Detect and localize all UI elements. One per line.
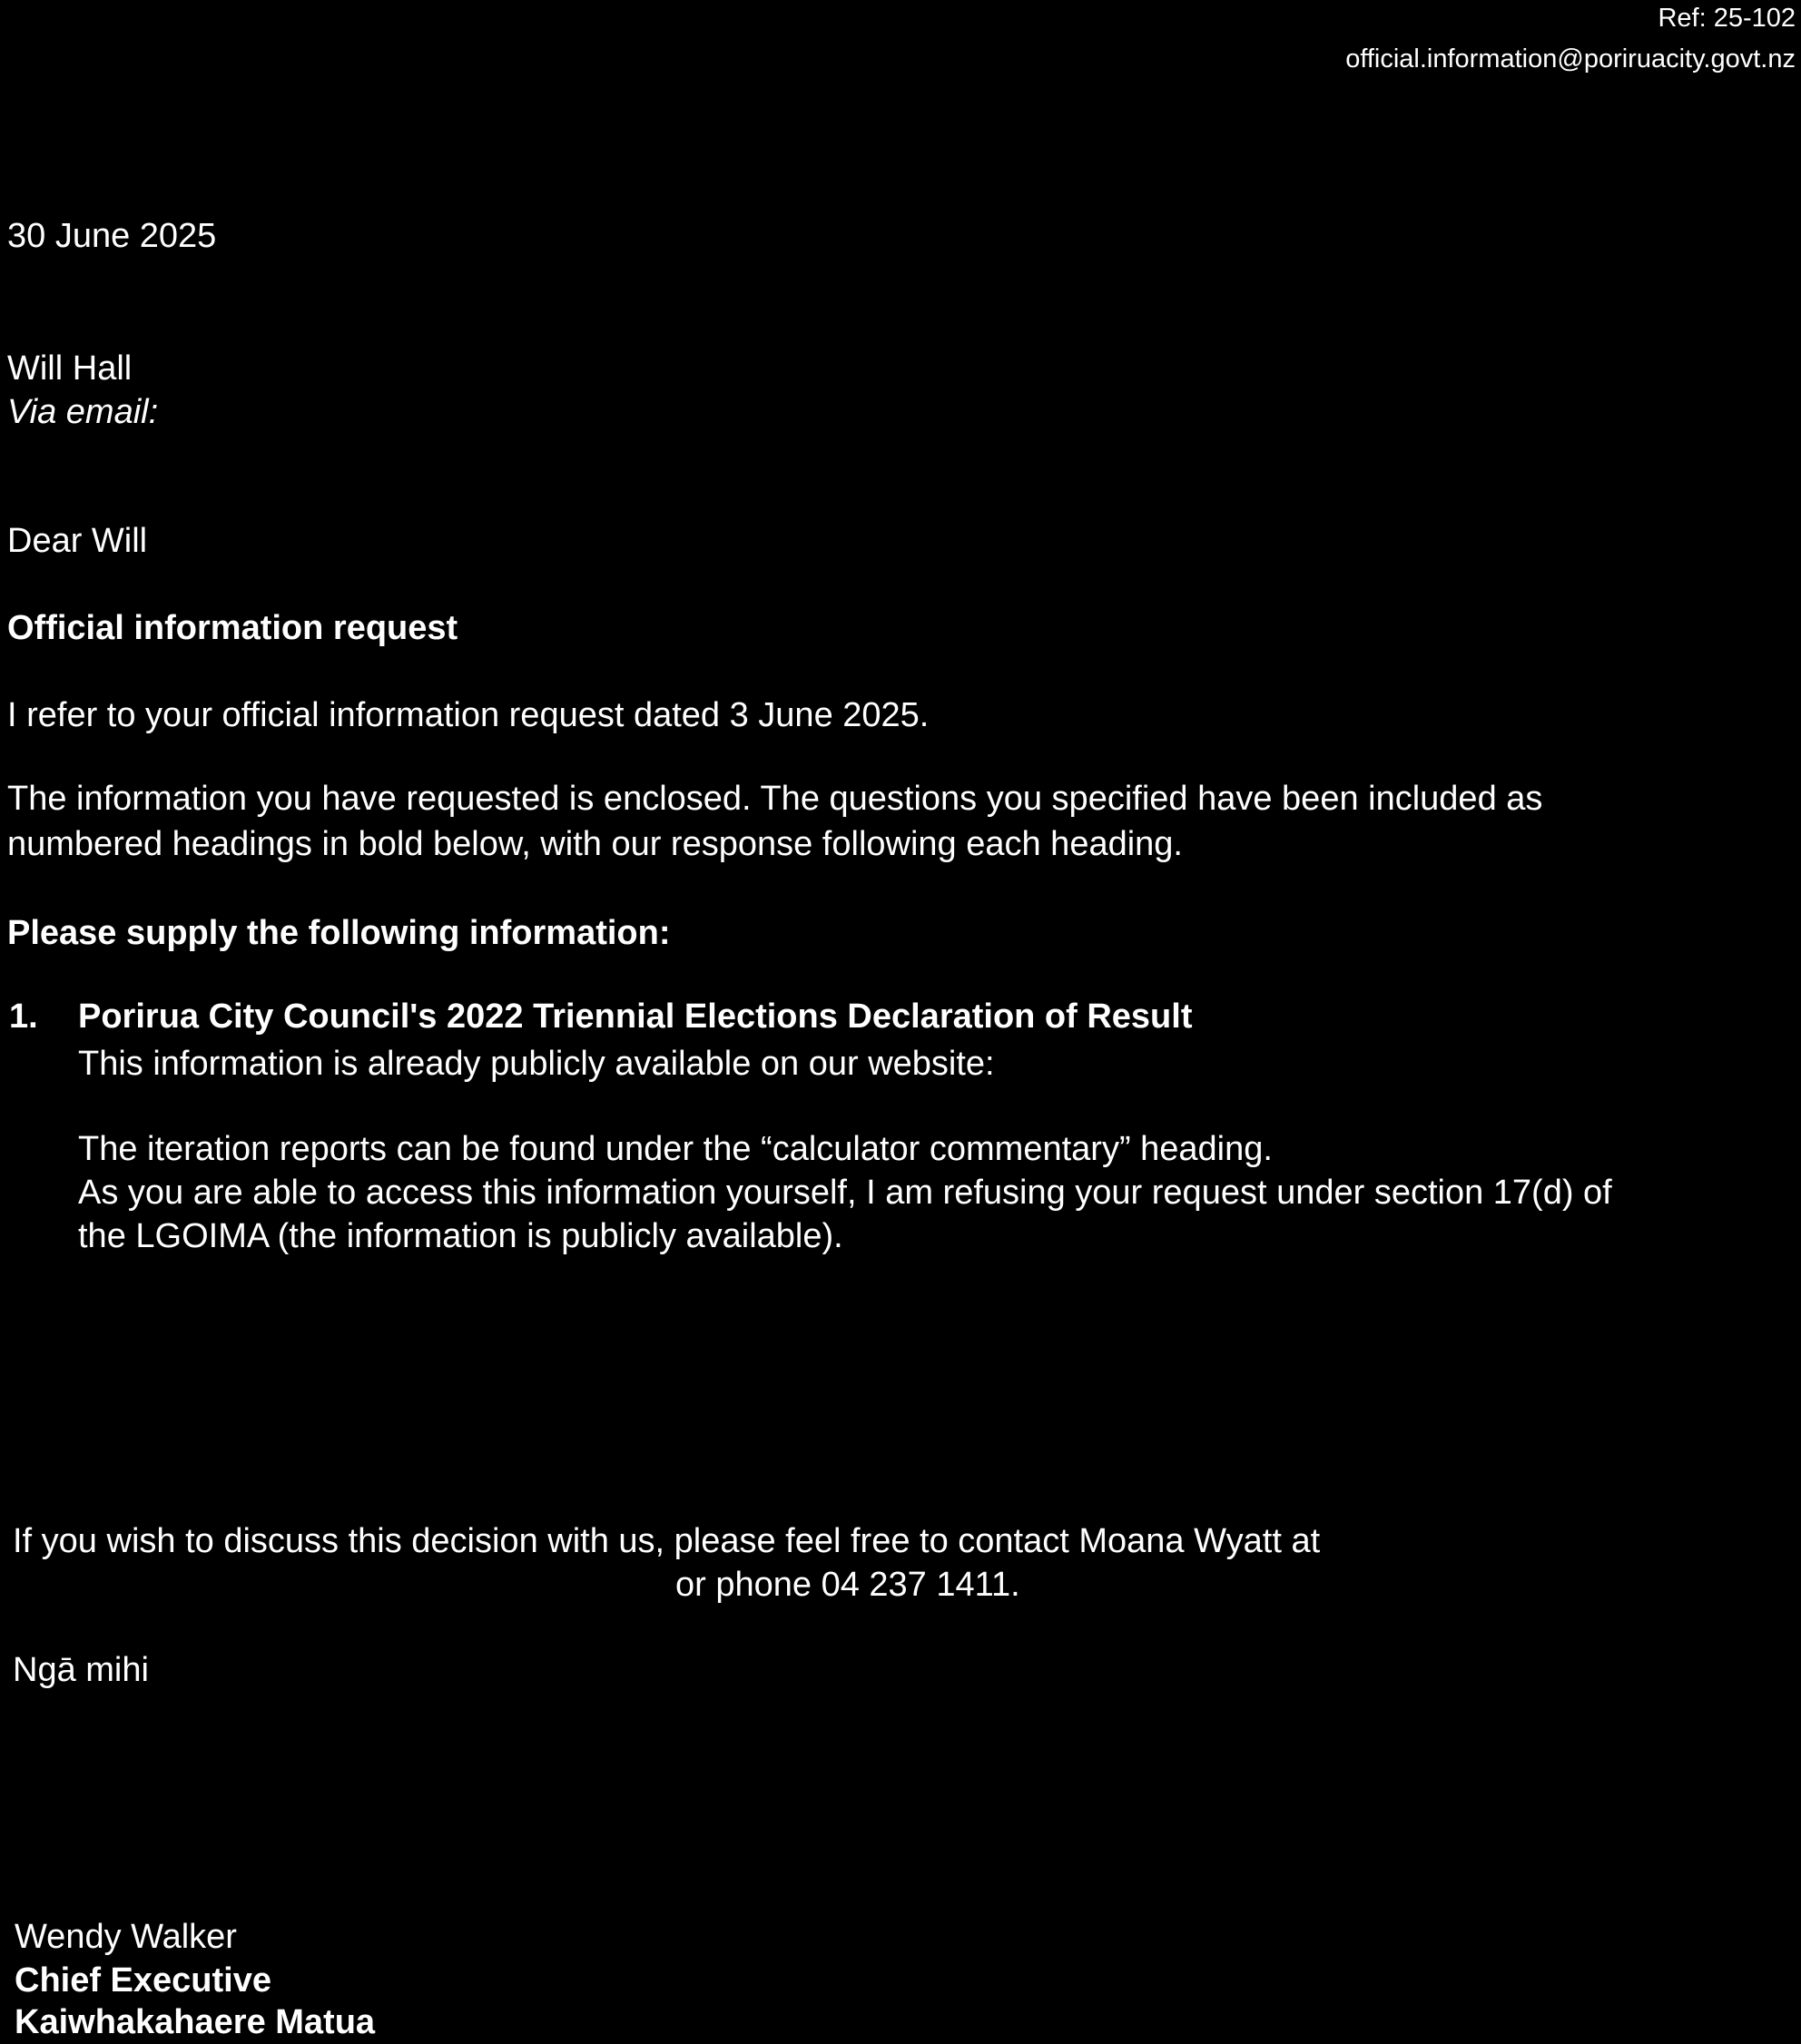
contact-line-1: If you wish to discuss this decision with us, please feel free to contact Moana Wyatt at — [13, 1522, 1321, 1560]
item-response-line-3: As you are able to access this information yourself, I am refusing your request under section 17(d) of — [78, 1174, 1612, 1212]
request-heading: Please supply the following information: — [7, 914, 671, 952]
recipient-name: Will Hall — [7, 349, 133, 388]
item-response-line-2: The iteration reports can be found under the “calculator commentary” heading. — [78, 1130, 1273, 1168]
explanation-line-2: numbered headings in bold below, with our response following each heading. — [7, 825, 1183, 863]
item-response-line-4: the LGOIMA (the information is publicly available). — [78, 1217, 843, 1255]
explanation-line-1: The information you have requested is enclosed. The questions you specified have been included as — [7, 780, 1543, 818]
reference-number: Ref: 25-102 — [1658, 4, 1796, 33]
closing: Ngā mihi — [13, 1651, 149, 1689]
item-heading: Porirua City Council's 2022 Triennial Elections Declaration of Result — [78, 997, 1193, 1036]
intro-paragraph: I refer to your official information request dated 3 June 2025. — [7, 696, 930, 734]
signatory-name: Wendy Walker — [15, 1918, 237, 1956]
contact-email[interactable]: official.information@poriruacity.govt.nz — [1345, 44, 1796, 74]
item-response-line-1: This information is already publicly available on our website: — [78, 1045, 995, 1083]
signatory-title: Chief Executive — [15, 1961, 271, 2000]
item-number: 1. — [9, 997, 38, 1036]
letter-date: 30 June 2025 — [7, 217, 217, 255]
subject-heading: Official information request — [7, 609, 458, 647]
signatory-title-maori: Kaiwhakahaere Matua — [15, 2003, 376, 2041]
contact-line-2: or phone 04 237 1411. — [675, 1566, 1020, 1604]
delivery-method: Via email: — [7, 393, 159, 431]
salutation: Dear Will — [7, 522, 148, 560]
